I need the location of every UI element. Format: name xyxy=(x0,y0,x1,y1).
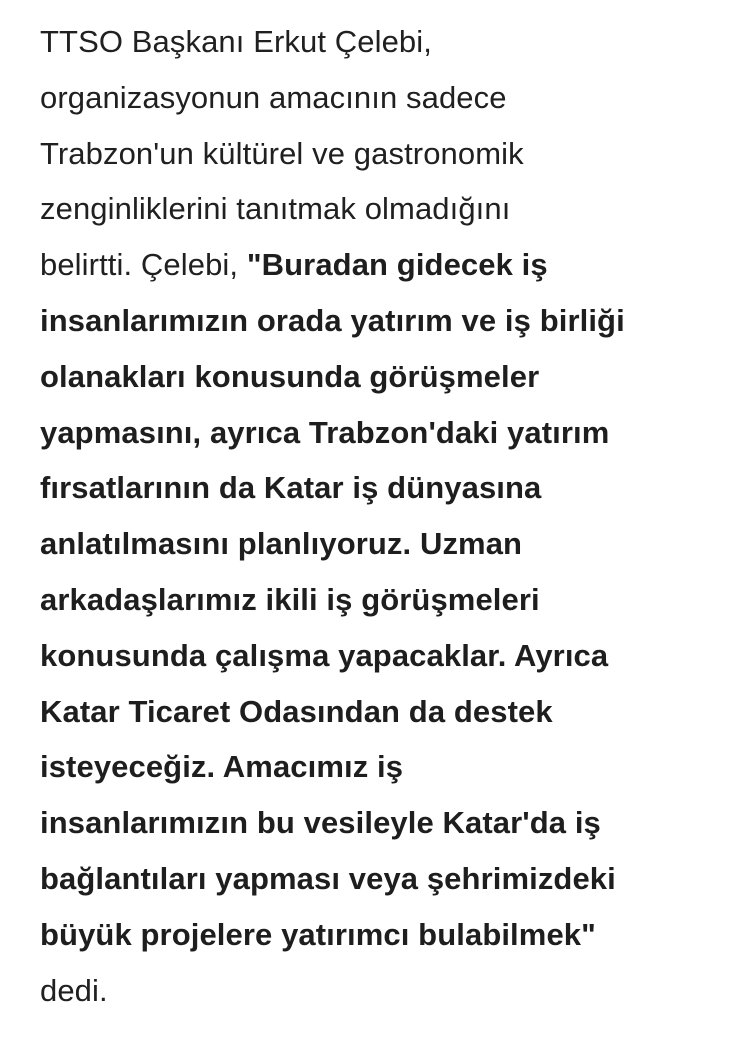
quote-line: anlatılmasını planlıyoruz. Uzman xyxy=(40,526,523,562)
text-line: organizasyonun amacının sadece xyxy=(40,79,507,115)
text-line: zenginliklerini tanıtmak olmadığını xyxy=(40,191,511,227)
quote-start: "Buradan gidecek iş xyxy=(246,247,548,283)
quote-line: büyük projelere yatırımcı bulabilmek" xyxy=(40,916,596,952)
text-line: TTSO Başkanı Erkut Çelebi, xyxy=(40,24,432,59)
quote-line: isteyeceğiz. Amacımız iş xyxy=(40,749,404,785)
closing-text: dedi. xyxy=(40,972,108,1008)
attribution-text: belirtti. Çelebi, xyxy=(40,247,247,283)
paragraph xyxy=(40,14,730,1018)
quote-line: olanakları konusunda görüşmeler xyxy=(40,358,540,394)
article-paragraph xyxy=(40,14,730,1018)
quote-line: bağlantıları yapması veya şehrimizdeki xyxy=(40,860,616,896)
quote-line: insanlarımızın orada yatırım ve iş birliği xyxy=(40,302,625,338)
quote-line: Katar Ticaret Odasından da destek xyxy=(40,693,553,729)
text-line xyxy=(40,237,730,293)
quote-line: fırsatlarının da Katar iş dünyasına xyxy=(40,470,542,506)
text-line: Trabzon'un kültürel ve gastronomik xyxy=(40,135,524,171)
quote-line: yapmasını, ayrıca Trabzon'daki yatırım xyxy=(40,414,610,450)
quote-line: konusunda çalışma yapacaklar. Ayrıca xyxy=(40,637,609,673)
quote-line: insanlarımızın bu vesileyle Katar'da iş xyxy=(40,805,601,841)
quote-line: arkadaşlarımız ikili iş görüşmeleri xyxy=(40,581,540,617)
